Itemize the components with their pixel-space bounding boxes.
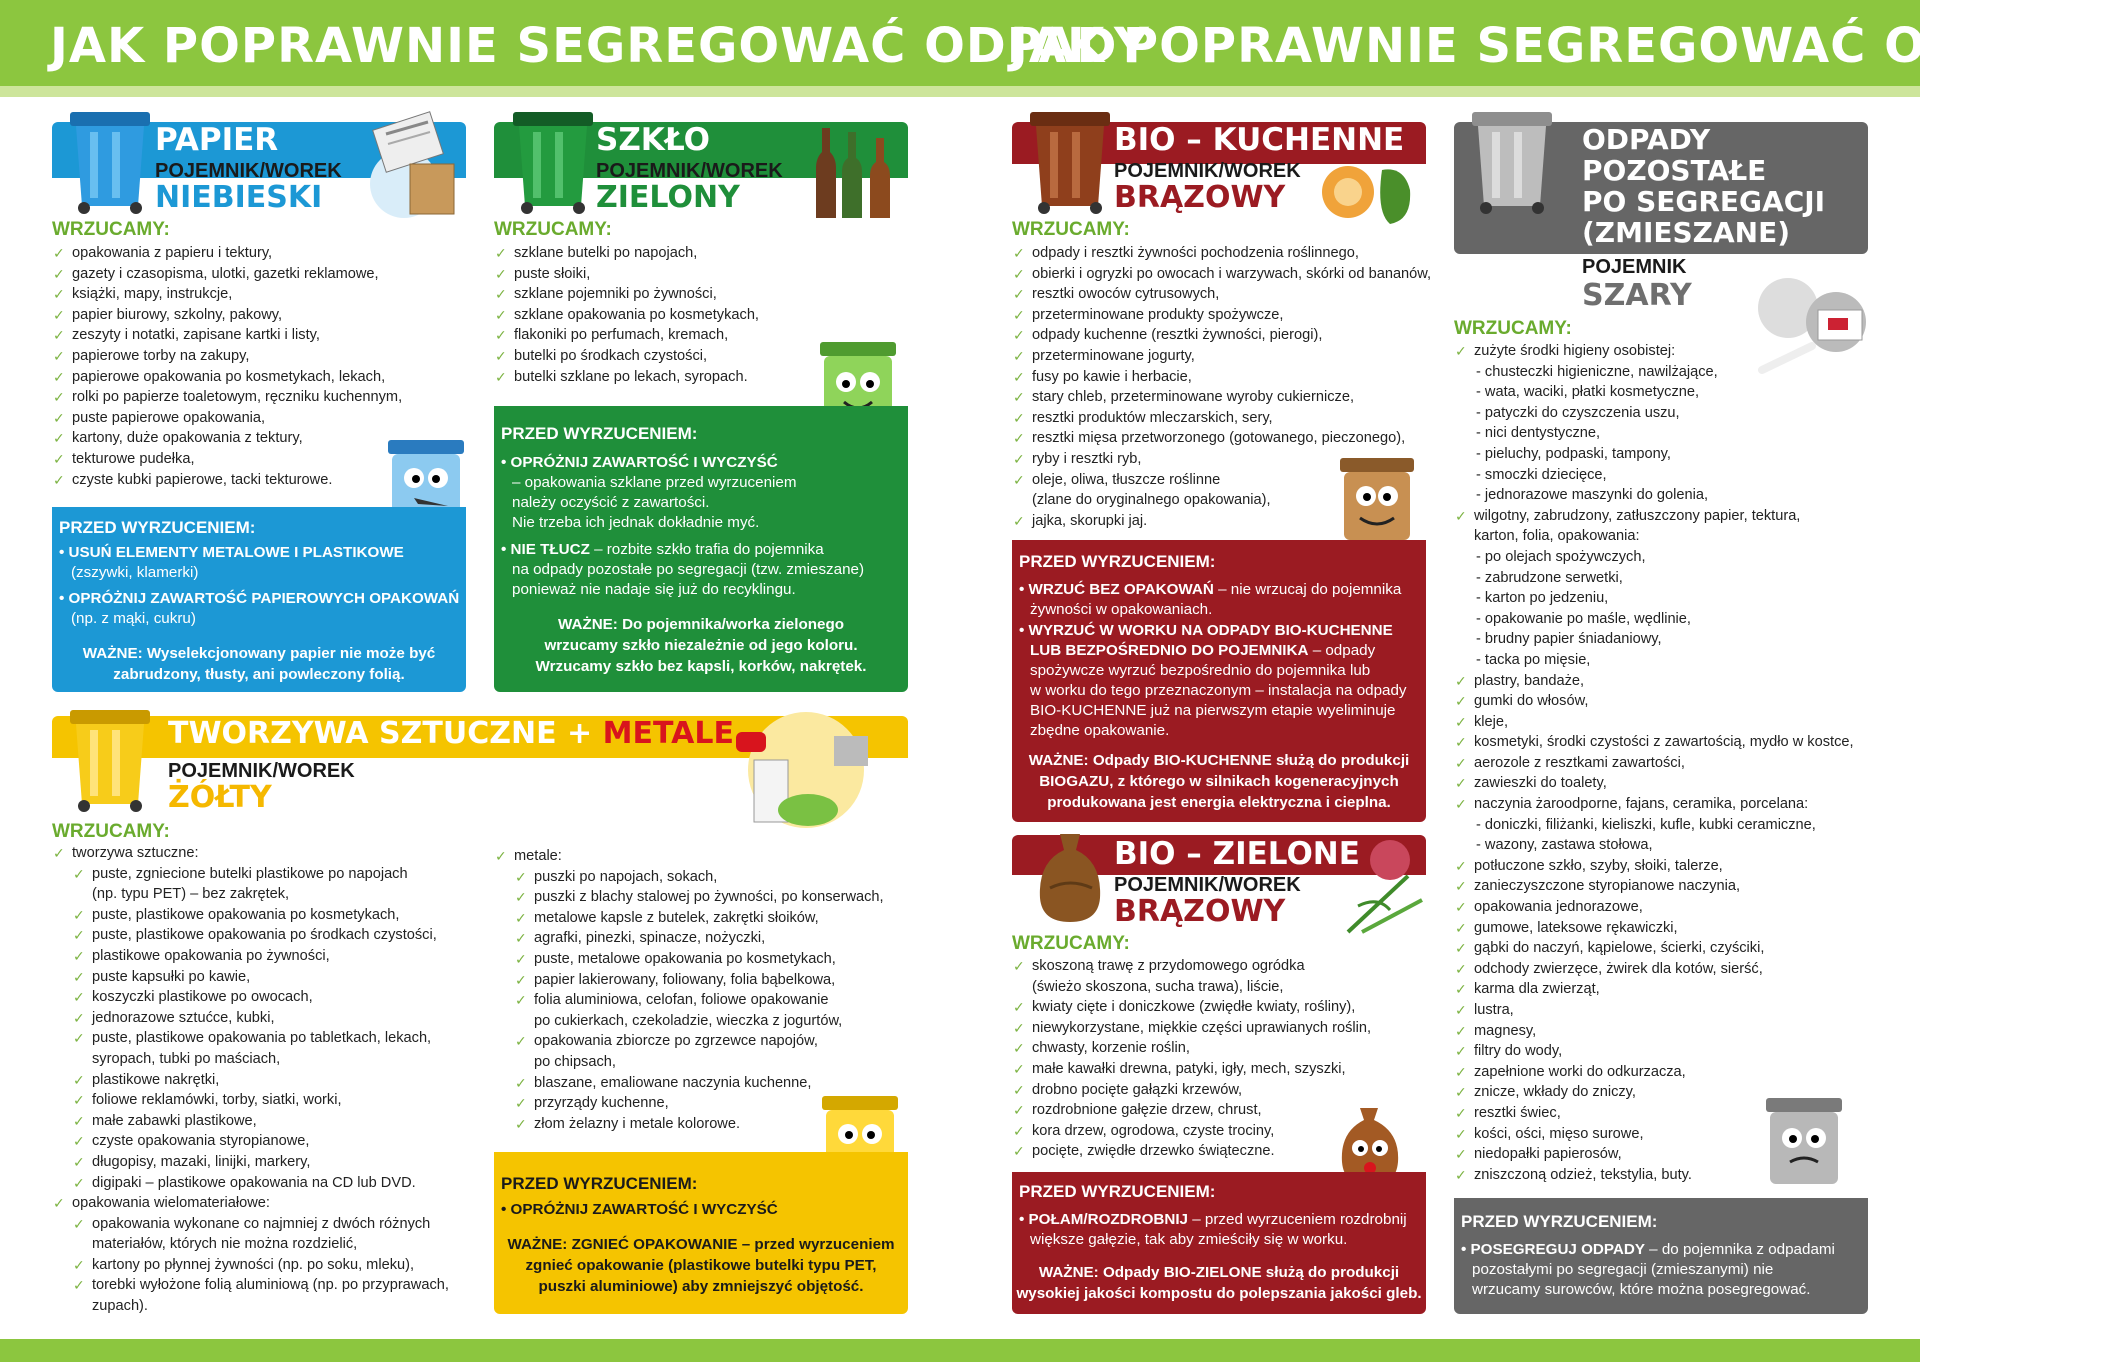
list-item: ✓ resztki owoców cytrusowych, [1012,284,1431,305]
list-item: ✓ przeterminowane jogurty, [1012,346,1431,367]
szklo-before-label: PRZED WYRZUCENIEM: [501,424,698,443]
szklo-before-line: na odpady pozostałe po segregacji (tzw. zmieszane) [512,561,865,578]
list-item: ✓ przyrządy kuchenne, [494,1093,884,1114]
list-item: ✓ blaszane, emaliowane naczynia kuchenne, [494,1073,884,1094]
bio-z-title: BIO – ZIELONE [1114,836,1360,872]
list-item: ✓ resztki świec, [1454,1103,1854,1124]
list-item: ✓ kora drzew, ogrodowa, czyste trociny, [1012,1121,1371,1142]
bio-k-title: BIO – KUCHENNE [1114,122,1405,158]
list-item: ✓ szklane pojemniki po żywności, [494,284,759,305]
list-item: ✓ papierowe opakowania po kosmetykach, lekach, [52,367,402,388]
list-item: ✓ małe zabawki plastikowe, [52,1111,449,1132]
zmieszane-before-line: pozostałymi po segregacji (zmieszanymi) nie [1472,1261,1774,1278]
list-item: ✓ papier biurowy, szkolny, pakowy, [52,305,402,326]
list-item: (świeżo skoszona, sucha trawa), liście, [1032,978,1284,995]
list-item: ✓ wilgotny, zabrudzony, zatłuszczony papier, tektura, [1454,506,1854,527]
list-item: ✓ torebki wyłożone folią aluminiową (np. po przyprawach, [52,1275,449,1296]
list-item: ✓ znicze, wkłady do zniczy, [1454,1082,1854,1103]
list-item: ✓ zawieszki do toalety, [1454,773,1854,794]
list-item: ✓ magnesy, [1454,1021,1854,1042]
plastik-throw-label: WRZUCAMY: [52,821,170,842]
list-item: ✓ plastikowe opakowania po żywności, [52,946,449,967]
bio-z-before-label: PRZED WYRZUCENIEM: [1019,1182,1216,1201]
list-item: ✓ gąbki do naczyń, kąpielowe, ścierki, czyściki, [1454,938,1854,959]
list-item: ✓ chwasty, korzenie roślin, [1012,1038,1371,1059]
list-item: ✓ agrafki, pinezki, spinacze, nożyczki, [494,928,884,949]
list-item: ✓ oleje, oliwa, tłuszcze roślinne [1012,470,1431,491]
gray-bin-icon [1464,106,1559,216]
blue-bin-icon [62,106,157,216]
list-item: ✓ szklane opakowania po kosmetykach, [494,305,759,326]
list-item: ✓ odpady i resztki żywności pochodzenia roślinnego, [1012,243,1431,264]
yellow-bin-icon [62,704,157,814]
list-item: ✓ karma dla zwierząt, [1454,979,1854,1000]
green-bin-icon [505,106,600,216]
glass-bottles-icon [802,118,908,222]
papier-before-2: • OPRÓŻNIJ ZAWARTOŚĆ PAPIEROWYCH OPAKOWAŃ [59,590,460,607]
list-item: ✓ skoszoną trawę z przydomowego ogródka [1012,956,1371,977]
list-item: ✓ niedopałki papierosów, [1454,1144,1854,1165]
list-item: ✓ puste, plastikowe opakowania po środkach czystości, [52,925,449,946]
bio-k-before-line: zbędne opakowanie. [1030,722,1170,739]
list-item: - nici dentystyczne, [1476,425,1601,442]
list-item: ✓ złom żelazny i metale kolorowe. [494,1114,884,1135]
zmieszane-title-line: ODPADY [1582,123,1711,156]
list-item: ✓ długopisy, mazaki, linijki, markery, [52,1152,449,1173]
zmieszane-container-label: POJEMNIK [1582,256,1687,278]
list-item: ✓ fusy po kawie i herbacie, [1012,367,1431,388]
bio-k-color-word: BRĄZOWY [1114,180,1286,215]
bio-k-before-line: w worku do tego przeznaczonym – instalacja na odpady [1030,682,1407,699]
list-item: ✓ puszki po napojach, sokach, [494,867,884,888]
list-item: ✓ niewykorzystane, miękkie części uprawianych roślin, [1012,1018,1371,1039]
list-item: ✓ plastikowe nakrętki, [52,1070,449,1091]
szklo-important-3: Wrzucamy szkło bez kapsli, korków, nakrętek. [535,658,867,675]
list-item: ✓ odchody zwierzęce, żwirek dla kotów, sierść, [1454,959,1854,980]
bio-z-important-2: wysokiej jakości kompostu do polepszania jakości gleb. [1016,1285,1422,1302]
list-item: ✓ filtry do wody, [1454,1041,1854,1062]
plastik-before-box [494,1152,908,1314]
list-item: ✓ jajka, skorupki jaj. [1012,511,1431,532]
list-item: ✓ potłuczone szkło, szyby, słoiki, talerze, [1454,856,1854,877]
bio-k-important-3: produkowana jest energia elektryczna i cieplna. [1047,794,1391,811]
list-item: ✓ aerozole z resztkami zawartości, [1454,753,1854,774]
szklo-before-line: Nie trzeba ich jednak dokładnie myć. [512,514,760,531]
szklo-throw-label: WRZUCAMY: [494,219,612,240]
list-item: ✓ rozdrobnione gałęzie drzew, chrust, [1012,1100,1371,1121]
papier-before-label: PRZED WYRZUCENIEM: [59,518,256,537]
list-item: ✓ butelki szklane po lekach, syropach. [494,367,759,388]
bio-z-items-list [1012,956,1371,1162]
list-item: ✓ zniszczoną odzież, tekstylia, buty. [1454,1165,1854,1186]
list-item: ✓ opakowania jednorazowe, [1454,897,1854,918]
plastik-title-a: TWORZYWA SZTUCZNE + [168,716,603,751]
bio-z-before-box [1012,1172,1426,1314]
brown-bin-icon [1022,106,1117,216]
list-item: karton, folia, opakowania: [1474,528,1640,545]
list-item: ✓ puszki z blachy stalowej po żywności, po konserwach, [494,887,884,908]
plastik-important-1: WAŻNE: ZGNIEĆ OPAKOWANIE – przed wyrzuceniem [507,1236,895,1253]
list-item: - chusteczki higieniczne, nawilżające, [1476,363,1718,380]
plastic-metal-waste-icon [716,710,886,832]
list-item: ✓ folia aluminiowa, celofan, foliowe opakowanie [494,990,884,1011]
list-item: ✓ czyste opakowania styropianowe, [52,1131,449,1152]
szklo-before-line: • NIE TŁUCZ – rozbite szkło trafia do pojemnika [501,541,824,558]
szklo-before-box [494,406,908,692]
list-item: ✓ kwiaty cięte i doniczkowe (zwiędłe kwiaty, rośliny), [1012,997,1371,1018]
szklo-before-line: • OPRÓŻNIJ ZAWARTOŚĆ I WYCZYŚĆ [501,454,778,471]
list-item: ✓ foliowe reklamówki, torby, siatki, worki, [52,1090,449,1111]
food-waste-icon [1312,150,1422,234]
bio-z-important-1: WAŻNE: Odpady BIO-ZIELONE służą do produkcji [1038,1264,1400,1281]
list-item: ✓ papier lakierowany, foliowany, folia bąbelkowa, [494,970,884,991]
bio-z-container-label: POJEMNIK/WOREK [1114,874,1301,896]
zmieszane-items-list [1454,341,1854,1185]
papier-before-2-note: (np. z mąki, cukru) [71,610,196,627]
list-item: - brudny papier śniadaniowy, [1476,631,1662,648]
list-item: ✓ kleje, [1454,712,1854,733]
list-item: (np. typu PET) – bez zakrętek, [92,886,290,903]
papier-important-2: zabrudzony, tłusty, ani powleczony folią. [113,666,405,683]
list-item: - patyczki do czyszczenia uszu, [1476,404,1680,421]
list-item: ✓ puste, plastikowe opakowania po tabletkach, lekach, [52,1028,449,1049]
papier-color-word: NIEBIESKI [155,180,323,215]
papier-title: PAPIER [155,122,279,158]
zmieszane-before-label: PRZED WYRZUCENIEM: [1461,1212,1658,1231]
bio-k-important-1: WAŻNE: Odpady BIO-KUCHENNE służą do produkcji [1028,752,1410,769]
bio-k-before-line: BIO-KUCHENNE już na pierwszym etapie wyeliminuje [1030,702,1396,719]
zmieszane-title-line: POZOSTAŁE [1582,154,1767,187]
newspaper-icon [358,112,468,224]
papier-before-1: • USUŃ ELEMENTY METALOWE I PLASTIKOWE [59,544,404,561]
list-item: ✓ opakowania zbiorcze po zgrzewce napojów, [494,1031,884,1052]
list-item: ✓ ryby i resztki ryb, [1012,449,1431,470]
list-item: ✓ papierowe torby na zakupy, [52,346,402,367]
zmieszane-before-line: • POSEGREGUJ ODPADY – do pojemnika z odpadami [1461,1241,1835,1258]
list-item: ✓ rolki po papierze toaletowym, ręczniku kuchennym, [52,387,402,408]
list-item: - opakowanie po maśle, wędlinie, [1476,610,1691,627]
list-item: ✓ jednorazowe sztućce, kubki, [52,1008,449,1029]
list-item: po chipsach, [534,1053,616,1070]
list-item: ✓ kartony, duże opakowania z tektury, [52,428,402,449]
list-item: ✓ gazety i czasopisma, ulotki, gazetki reklamowe, [52,264,402,285]
list-item: ✓ opakowania wykonane co najmniej z dwóch różnych [52,1214,449,1235]
plastik-important-2: zgnieć opakowanie (plastikowe butelki typu PET, [525,1257,877,1274]
list-item: ✓ zużyte środki higieny osobistej: [1454,341,1854,362]
list-item: - wazony, zastawa stołowa, [1476,837,1653,854]
bio-k-before-label: PRZED WYRZUCENIEM: [1019,552,1216,571]
zmieszane-mascot-icon [1756,1094,1852,1202]
plastik-before-label: PRZED WYRZUCENIEM: [501,1174,698,1193]
list-item: ✓ odpady kuchenne (resztki żywności, pierogi), [1012,325,1431,346]
szklo-before-line: – opakowania szklane przed wyrzuceniem [512,474,797,491]
szklo-title: SZKŁO [596,122,710,158]
page-title-right: JAK POPRAWNIE SEGREGOWAĆ ODPADY [1010,18,2110,74]
list-item: - pieluchy, podpaski, tampony, [1476,445,1671,462]
list-item: ✓ kosmetyki, środki czystości z zawartością, mydło w kostce, [1454,732,1854,753]
list-item: ✓ zapełnione worki do odkurzacza, [1454,1062,1854,1083]
plastik-important-3: puszki aluminiowe) aby zmniejszyć objętość. [538,1278,864,1295]
papier-items-list [52,243,402,490]
list-item: ✓ tworzywa sztuczne: [52,843,449,864]
list-item: ✓ kości, ości, mięso surowe, [1454,1124,1854,1145]
list-item: ✓ książki, mapy, instrukcje, [52,284,402,305]
zmieszane-throw-label: WRZUCAMY: [1454,318,1572,339]
list-item: ✓ opakowania wielomateriałowe: [52,1193,449,1214]
list-item: ✓ zeszyty i notatki, zapisane kartki i listy, [52,325,402,346]
papier-before-1-note: (zszywki, klamerki) [71,564,199,581]
list-item: ✓ szklane butelki po napojach, [494,243,759,264]
list-item: - smoczki dziecięce, [1476,466,1607,483]
zmieszane-before-box [1454,1198,1868,1314]
papier-before-box [52,507,466,692]
list-item: - karton po jedzeniu, [1476,590,1609,607]
list-item: ✓ gumowe, lateksowe rękawiczki, [1454,918,1854,939]
list-item: ✓ małe kawałki drewna, patyki, igły, mech, szyszki, [1012,1059,1371,1080]
szklo-before-line: ponieważ nie nadaje się już do recyklingu. [512,581,796,598]
plastik-color-word: ŻÓŁTY [168,780,272,815]
list-item: ✓ kartony po płynnej żywności (np. po soku, mleku), [52,1255,449,1276]
list-item: ✓ obierki i ogryzki po owocach i warzywach, skórki od bananów, [1012,264,1431,285]
list-item: - wata, waciki, płatki kosmetyczne, [1476,384,1700,401]
list-item: ✓ plastry, bandaże, [1454,671,1854,692]
list-item: po cukierkach, czekoladzie, wieczka z jogurtów, [534,1012,843,1029]
plastik-container-label: POJEMNIK/WOREK [168,760,355,782]
szklo-important-2: wrzucamy szkło niezależnie od jego koloru. [544,637,858,654]
papier-important-1: WAŻNE: Wyselekcjonowany papier nie może być [82,645,436,662]
zmieszane-before-line: wrzucamy surowców, które można posegregować. [1472,1281,1811,1298]
list-item: ✓ puste kapsułki po kawie, [52,967,449,988]
list-item: (zlane do oryginalnego opakowania), [1032,492,1271,509]
zmieszane-color-word: SZARY [1582,278,1692,313]
page-title-left: JAK POPRAWNIE SEGREGOWAĆ ODPADY [50,18,1150,74]
zmieszane-title-line: (ZMIESZANE) [1582,216,1791,249]
list-item: ✓ zanieczyszczone styropianowe naczynia, [1454,876,1854,897]
list-item: ✓ puste, zgniecione butelki plastikowe po napojach [52,864,449,885]
list-item: syropach, tubki po maściach, [92,1050,281,1067]
szklo-color-word: ZIELONY [596,180,740,215]
plastik-items-right-list [494,846,884,1134]
list-item: - zabrudzone serwetki, [1476,569,1623,586]
list-item: ✓ puste papierowe opakowania, [52,408,402,429]
list-item: - po olejach spożywczych, [1476,548,1646,565]
list-item: ✓ naczynia żaroodporne, fajans, ceramika, porcelana: [1454,794,1854,815]
list-item: ✓ przeterminowane produkty spożywcze, [1012,305,1431,326]
bio-k-container-label: POJEMNIK/WOREK [1114,160,1301,182]
bio-z-color-word: BRĄZOWY [1114,894,1286,929]
bio-k-before-line: • WYRZUĆ W WORKU NA ODPADY BIO-KUCHENNE [1019,622,1393,639]
list-item: - tacka po mięsie, [1476,651,1591,668]
zmieszane-title [1582,124,1825,248]
plastik-before-1: • OPRÓŻNIJ ZAWARTOŚĆ I WYCZYŚĆ [501,1201,778,1218]
zmieszane-title-line: PO SEGREGACJI [1582,185,1826,218]
bio-z-throw-label: WRZUCAMY: [1012,933,1130,954]
garden-waste-icon [1338,836,1430,938]
list-item: ✓ tekturowe pudełka, [52,449,402,470]
bottom-banner [0,1339,1920,1362]
list-item: zupach). [92,1298,148,1315]
szklo-before-line: należy oczyścić z zawartości. [512,494,710,511]
bio-k-before-line: spożywcze wyrzuć bezpośrednio do pojemnika lub [1030,662,1371,679]
list-item: - jednorazowe maszynki do golenia, [1476,487,1709,504]
bio-k-before-line: żywności w opakowaniach. [1030,601,1213,618]
papier-throw-label: WRZUCAMY: [52,219,170,240]
szklo-important-1: WAŻNE: Do pojemnika/worka zielonego [557,616,845,633]
top-banner-strip [0,86,1920,97]
list-item: ✓ butelki po środkach czystości, [494,346,759,367]
list-item: ✓ puste, metalowe opakowania po kosmetykach, [494,949,884,970]
bio-z-before-line: większe gałęzie, tak aby zmieściły się w worku. [1030,1231,1348,1248]
bio-k-important-2: BIOGAZU, z którego w silnikach kogeneracyjnych [1039,773,1399,790]
brown-bag-icon [1030,828,1110,926]
plastik-items-left-list [52,843,449,1317]
bio-k-before-line: LUB BEZPOŚREDNIO DO POJEMNIKA – odpady [1030,642,1376,659]
list-item: - doniczki, filiżanki, kieliszki, kufle, kubki ceramiczne, [1476,816,1816,833]
papier-container-label: POJEMNIK/WOREK [155,160,342,182]
list-item: ✓ resztki mięsa przetworzonego (gotowanego, pieczonego), [1012,428,1431,449]
list-item: ✓ koszyczki plastikowe po owocach, [52,987,449,1008]
list-item: ✓ metalowe kapsle z butelek, zakrętki słoików, [494,908,884,929]
list-item: materiałów, których nie można rozdzielić, [92,1236,358,1253]
plastik-title [168,716,734,751]
bio-z-before-line: • POŁAM/ROZDROBNIJ – przed wyrzuceniem rozdrobnij [1019,1211,1407,1228]
list-item: ✓ flakoniki po perfumach, kremach, [494,325,759,346]
bio-k-mascot-icon [1330,456,1424,552]
list-item: ✓ gumki do włosów, [1454,691,1854,712]
list-item: ✓ pocięte, zwiędłe drzewko świąteczne. [1012,1141,1371,1162]
bio-k-before-line: • WRZUĆ BEZ OPAKOWAŃ – nie wrzucaj do pojemnika [1019,581,1402,598]
list-item: ✓ drobno pocięte gałązki krzewów, [1012,1080,1371,1101]
bio-k-before-box [1012,540,1426,822]
szklo-container-label: POJEMNIK/WOREK [596,160,783,182]
bio-k-throw-label: WRZUCAMY: [1012,219,1130,240]
list-item: ✓ puste, plastikowe opakowania po kosmetykach, [52,905,449,926]
list-item: ✓ puste słoiki, [494,264,759,285]
list-item: ✓ opakowania z papieru i tektury, [52,243,402,264]
list-item: ✓ digipaki – plastikowe opakowania na CD lub DVD. [52,1173,449,1194]
list-item: ✓ czyste kubki papierowe, tacki tekturowe. [52,470,402,491]
list-item: ✓ resztki produktów mleczarskich, sery, [1012,408,1431,429]
plastik-title-b: METALE [602,716,734,751]
szklo-items-list [494,243,759,387]
list-item: ✓ metale: [494,846,884,867]
list-item: ✓ lustra, [1454,1000,1854,1021]
list-item: ✓ stary chleb, przeterminowane wyroby cukiernicze, [1012,387,1431,408]
